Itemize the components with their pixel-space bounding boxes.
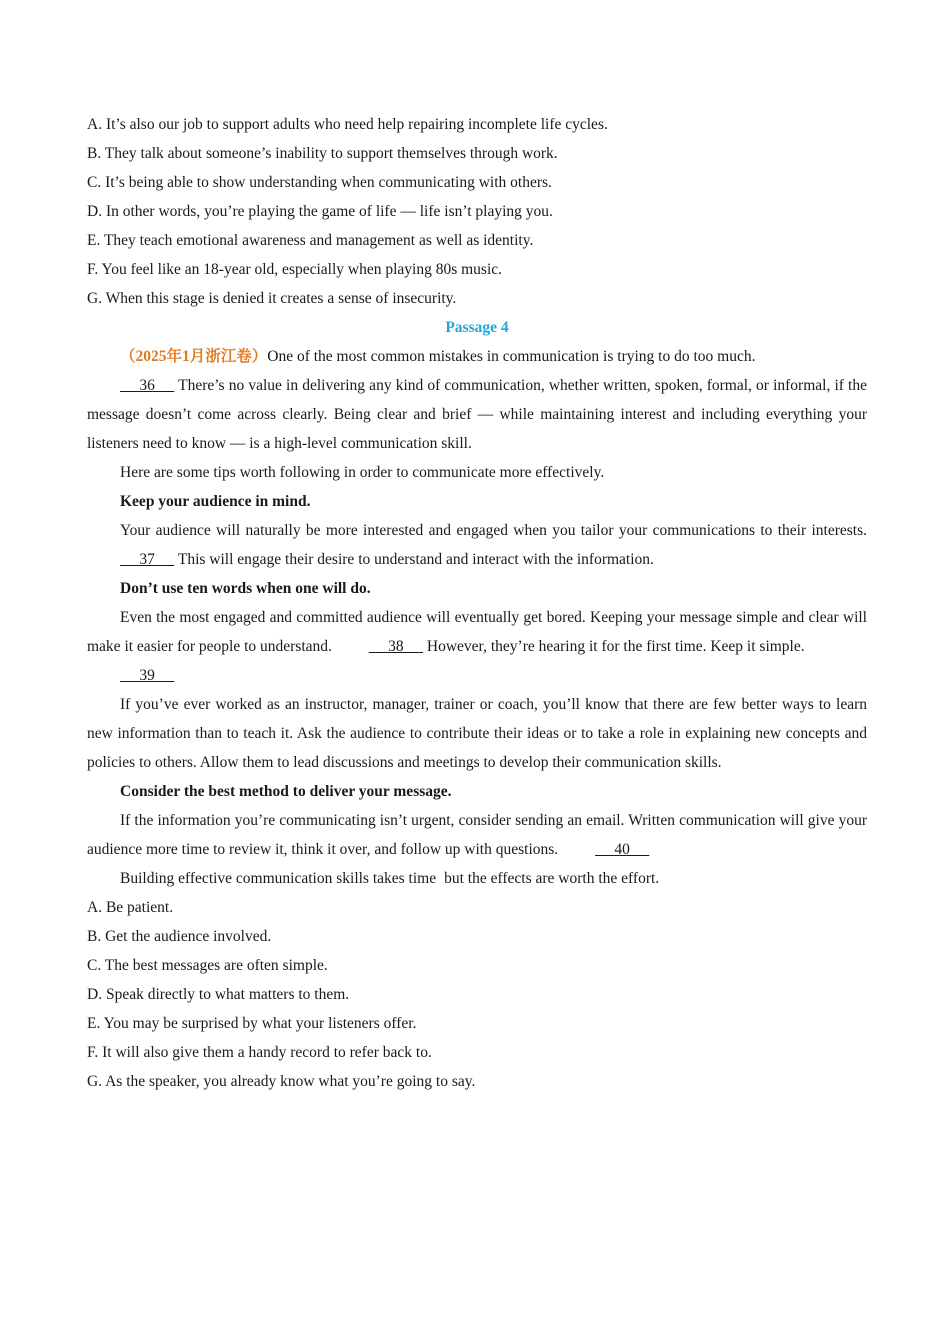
paragraph-email <box>87 806 867 864</box>
paragraph-audience <box>87 516 867 574</box>
document-page <box>87 110 867 1096</box>
option-line: B. Get the audience involved. <box>87 928 272 945</box>
options-list <box>87 893 867 1096</box>
paragraph-closing <box>87 864 867 893</box>
paragraph-text: Building effective communication skills takes time <box>120 870 437 887</box>
paragraph-teach: If you’ve ever worked as an instructor, manager, trainer or coach, you’ll know that there are few better ways to learn new information than to teach it. Ask the audience to contribute their ideas or to take a role in explaining new concepts and policies to others. Allow them to lead discussions and meetings to develop their communication skills. <box>87 696 867 771</box>
paragraph-text: If the information you’re communicating isn’t urgent, consider sending an email. Written communication will give your audience more time to review it, think it over, and follow up with questions. <box>87 812 867 858</box>
option-line: E. They teach emotional awareness and management as well as identity. <box>87 232 534 249</box>
paragraph-text: One of the most common mistakes in communication is trying to do too much. <box>267 348 756 365</box>
heading-ten-words: Don’t use ten words when one will do. <box>120 580 371 597</box>
option-line: E. You may be surprised by what your listeners offer. <box>87 1015 417 1032</box>
option-line: A. It’s also our job to support adults who need help repairing incomplete life cycles. <box>87 116 608 133</box>
blank-39: 39 <box>120 667 175 684</box>
paragraph-simple <box>87 603 867 661</box>
paragraph-text: Even the most engaged and committed audience will eventually get bored. Keeping your message simple and clear will make it easier for people to understand. <box>87 609 867 655</box>
paragraph-text: Your audience will naturally be more interested and engaged when you tailor your communications to their interests. <box>120 522 867 539</box>
passage-title: Passage 4 <box>445 319 509 336</box>
option-line: B. They talk about someone’s inability to support themselves through work. <box>87 145 558 162</box>
blank-38: 38 <box>368 638 424 655</box>
paragraph-text: However, they’re hearing it for the first time. Keep it simple. <box>423 638 805 655</box>
paragraph-text: There’s no value in delivering any kind of communication, whether written, spoken, formal, or informal, if the message doesn’t come across clearly. Being clear and brief — while maintaining interest and including everything your listeners need to know — is a high-level communication skill. <box>87 377 867 452</box>
paragraph-intro <box>87 342 867 458</box>
blank-39-line <box>87 661 867 690</box>
option-line: G. As the speaker, you already know what you’re going to say. <box>87 1073 476 1090</box>
option-line: F. It will also give them a handy record to refer back to. <box>87 1044 432 1061</box>
paragraph-text: but the effects are worth the effort. <box>444 870 660 887</box>
previous-options-list <box>87 110 867 313</box>
heading-audience: Keep your audience in mind. <box>120 493 311 510</box>
blank-40: 40 <box>595 841 650 858</box>
option-line: D. Speak directly to what matters to them. <box>87 986 350 1003</box>
paragraph-tips: Here are some tips worth following in order to communicate more effectively. <box>120 464 605 481</box>
paragraph-text: This will engage their desire to understand and interact with the information. <box>174 551 654 568</box>
option-line: D. In other words, you’re playing the game of life — life isn’t playing you. <box>87 203 553 220</box>
heading-method: Consider the best method to deliver your message. <box>120 783 452 800</box>
option-line: C. It’s being able to show understanding when communicating with others. <box>87 174 552 191</box>
blank-36: 36 <box>120 377 175 394</box>
option-line: F. You feel like an 18-year old, especially when playing 80s music. <box>87 261 503 278</box>
option-line: A. Be patient. <box>87 899 174 916</box>
option-line: C. The best messages are often simple. <box>87 957 328 974</box>
exam-source: （2025年1月浙江卷） <box>120 348 268 365</box>
blank-37: 37 <box>120 551 175 568</box>
option-line: G. When this stage is denied it creates a sense of insecurity. <box>87 290 457 307</box>
